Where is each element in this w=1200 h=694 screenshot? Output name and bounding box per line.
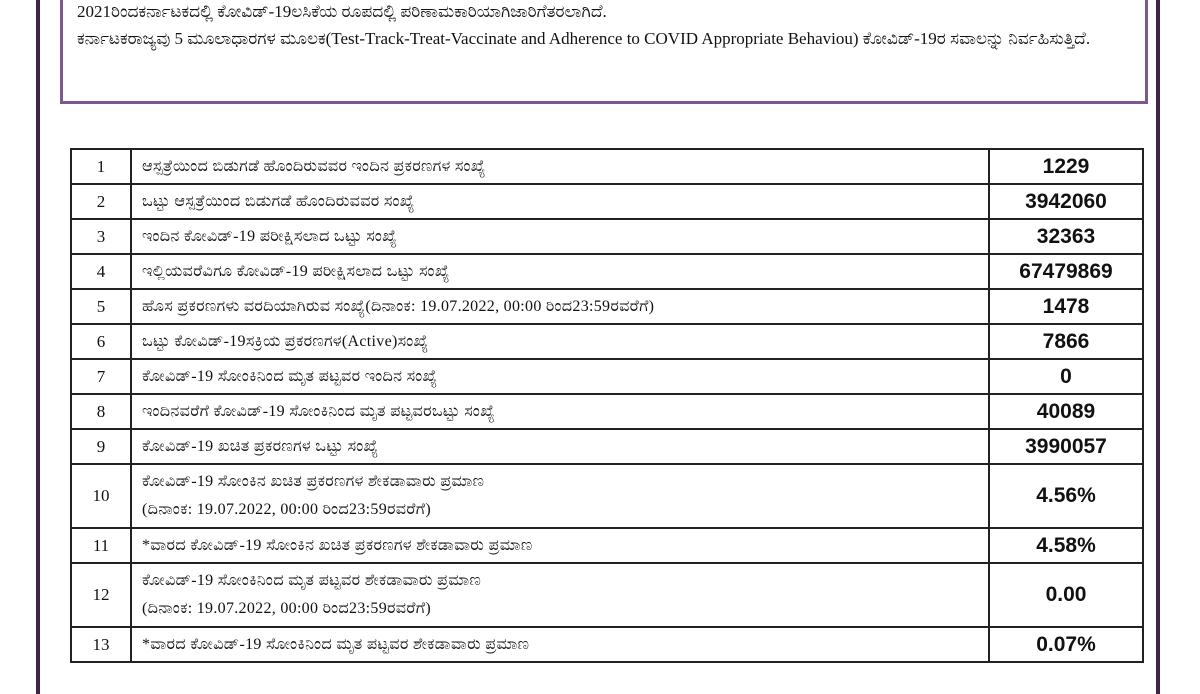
description-line: ಇಂದಿನವರೆಗೆ ಕೋವಿಡ್-19 ಸೋಂಕಿನಿಂದ ಮೃತ ಪಟ್ಟವರಒಟ್ಟು ಸಂಖ್ಯೆ [142,402,495,420]
description-line: (ದಿನಾಂಕ: 19.07.2022, 00:00 ರಿಂದ23:59ರವರೆಗೆ) [142,600,431,617]
table-row [71,289,1143,324]
description-line: ಇಂದಿನ ಕೋವಿಡ್-19 ಪರೀಕ್ಷಿಸಲಾದ ಒಟ್ಟು ಸಂಖ್ಯೆ [142,227,397,245]
table-body [71,149,1143,662]
row-number: 6 [71,324,131,359]
row-description [131,324,989,359]
description-line: ಕೋವಿಡ್-19 ಸೋಂಕಿನ ಖಚಿತ ಪ್ರಕರಣಗಳ ಶೇಕಡಾವಾರು ಪ್ರಮಾಣ [142,473,485,490]
row-description [131,528,989,563]
table-row [71,254,1143,289]
row-description [131,359,989,394]
covid-bulletin-table [70,148,1144,663]
table-row [71,324,1143,359]
row-number: 1 [71,149,131,184]
description-line: ಕೋವಿಡ್-19 ಸೋಂಕಿನಿಂದ ಮೃತ ಪಟ್ಟವರ ಶೇಕಡಾವಾರು ಪ್ರಮಾಣ [142,572,482,589]
description-line: ಒಟ್ಟು ಕೋವಿಡ್-19ಸಕ್ರಿಯ ಪ್ರಕರಣಗಳ(Active)ಸಂಖ್ಯೆ [142,332,429,350]
row-number: 7 [71,359,131,394]
description-line: *ವಾರದ ಕೋವಿಡ್-19 ಸೋಂಕಿನ ಖಚಿತ ಪ್ರಕರಣಗಳ ಶೇಕಡಾವಾರು ಪ್ರಮಾಣ [142,536,533,554]
table-row [71,149,1143,184]
table-row [71,563,1143,627]
row-value: 4.56% [989,464,1143,528]
row-description [131,627,989,662]
row-number: 10 [71,464,131,528]
intro-box [60,0,1148,104]
row-value: 0 [989,359,1143,394]
row-description [131,219,989,254]
description-line: ಒಟ್ಟು ಆಸ್ಪತ್ರೆಯಿಂದ ಬಿಡುಗಡೆ ಹೊಂದಿರುವವರ ಸಂಖ್ಯೆ [142,192,415,210]
table-row [71,359,1143,394]
table-row [71,429,1143,464]
row-value: 0.00 [989,563,1143,627]
row-number: 13 [71,627,131,662]
row-number: 8 [71,394,131,429]
row-number: 12 [71,563,131,627]
description-line: ಇಲ್ಲಿಯವರೆವಿಗೂ ಕೋವಿಡ್-19 ಪರೀಕ್ಷಿಸಲಾದ ಒಟ್ಟು ಸಂಖ್ಯೆ [142,262,450,280]
row-value: 4.58% [989,528,1143,563]
table-row [71,528,1143,563]
row-value: 7866 [989,324,1143,359]
row-value: 3942060 [989,184,1143,219]
description-line: *ವಾರದ ಕೋವಿಡ್-19 ಸೋಂಕಿನಿಂದ ಮೃತ ಪಟ್ಟವರ ಶೇಕಡಾವಾರು ಪ್ರಮಾಣ [142,635,530,653]
row-number: 9 [71,429,131,464]
table-row [71,394,1143,429]
row-description [131,184,989,219]
row-value: 3990057 [989,429,1143,464]
row-description [131,464,989,528]
row-value: 1229 [989,149,1143,184]
intro-text-2: ಕರ್ನಾಟಕರಾಜ್ಯವು 5 ಮೂಲಾಧಾರಗಳ ಮೂಲಕ(Test-Track-Treat-Vaccinate and Adherence to COVID Appropriate Behaviou) ಕೋವಿಡ್-19ರ ಸವಾಲನ್ನು ನಿರ್ವಹಿಸುತ್ತಿದೆ. [77,28,1091,48]
row-number: 11 [71,528,131,563]
description-line: ಹೊಸ ಪ್ರಕರಣಗಳು ವರದಿಯಾಗಿರುವ ಸಂಖ್ಯೆ(ದಿನಾಂಕ: 19.07.2022, 00:00 ರಿಂದ23:59ರವರೆಗೆ) [142,297,655,315]
row-description [131,394,989,429]
description-line: ಕೋವಿಡ್-19 ಖಚಿತ ಪ್ರಕರಣಗಳ ಒಟ್ಟು ಸಂಖ್ಯೆ [142,437,379,455]
row-number: 2 [71,184,131,219]
description-line: ಆಸ್ಪತ್ರೆಯಿಂದ ಬಿಡುಗಡೆ ಹೊಂದಿರುವವರ ಇಂದಿನ ಪ್ರಕರಣಗಳ ಸಂಖ್ಯೆ [142,157,486,175]
description-line: ಕೋವಿಡ್-19 ಸೋಂಕಿನಿಂದ ಮೃತ ಪಟ್ಟವರ ಇಂದಿನ ಸಂಖ್ಯೆ [142,367,438,385]
table-row [71,464,1143,528]
row-value: 1478 [989,289,1143,324]
description-line: (ದಿನಾಂಕ: 19.07.2022, 00:00 ರಿಂದ23:59ರವರೆಗೆ) [142,501,431,518]
row-value: 40089 [989,394,1143,429]
row-description [131,149,989,184]
row-number: 5 [71,289,131,324]
intro-text-1: 2021ರಿಂದಕರ್ನಾಟಕದಲ್ಲಿ ಕೋವಿಡ್-19ಲಸಿಕೆಯ ರೂಪದಲ್ಲಿ ಪರಿಣಾಮಕಾರಿಯಾಗಿಜಾರಿಗೆತರಲಾಗಿದೆ. [77,2,607,21]
table-row [71,627,1143,662]
table-row [71,184,1143,219]
row-value: 0.07% [989,627,1143,662]
row-description [131,563,989,627]
row-description [131,429,989,464]
row-number: 4 [71,254,131,289]
row-description [131,254,989,289]
row-value: 67479869 [989,254,1143,289]
table-row [71,219,1143,254]
row-number: 3 [71,219,131,254]
row-value: 32363 [989,219,1143,254]
row-description [131,289,989,324]
